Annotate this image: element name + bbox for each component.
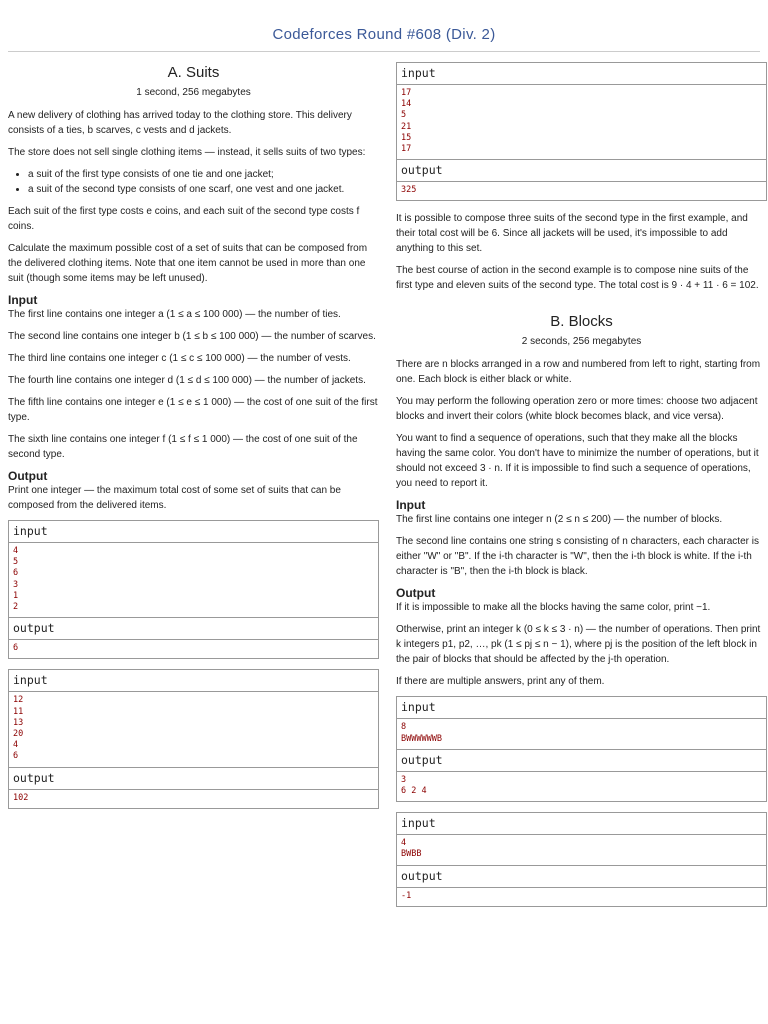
sample-output-data[interactable] (397, 888, 766, 906)
sample-input-data[interactable] (397, 85, 766, 159)
sample-line: BWWWWWWB (401, 733, 442, 744)
problem-a-suits-lead: The store does not sell single clothing items — instead, it sells suits of two types: (8, 147, 366, 158)
sample-output-data[interactable] (397, 182, 766, 200)
problem-b-input-heading: Input (396, 498, 426, 513)
sample-line: 17 (401, 144, 412, 155)
sample-line: 1 (13, 590, 19, 601)
sample-test-1 (8, 520, 379, 659)
problem-b-intro: There are n blocks arranged in a row and numbered from left to right, starting from one. Each block is either black or white. (396, 359, 761, 386)
sample-line: 2 (13, 602, 19, 613)
problem-a-note-1: It is possible to compose three suits of the second type in the first example, and their total cost will be 6. Since all jackets will be used, it's impossible to add anything to this set. (396, 213, 748, 255)
sample-line: -1 (401, 890, 412, 901)
sample-test-b1 (396, 696, 767, 802)
problem-b-title: B. Blocks (550, 313, 613, 331)
input-line: The fourth line contains one integer d (1 ≤ d ≤ 100 000) — the number of jackets. (8, 375, 366, 386)
problem-b-limits: 2 seconds, 256 megabytes (521, 336, 642, 348)
sample-output-label: output (9, 767, 378, 790)
sample-line: 21 (401, 121, 412, 132)
sample-output-label: output (397, 749, 766, 772)
sample-line: 12 (13, 695, 24, 706)
contest-title: Codeforces Round #608 (Div. 2) (272, 26, 496, 43)
problem-a-limits: 1 second, 256 megabytes (136, 87, 251, 98)
sample-line: 102 (13, 792, 29, 803)
sample-test-b2 (396, 812, 767, 907)
sample-test-3 (396, 62, 767, 201)
problem-a-task: Calculate the maximum possible cost of a set of suits that can be composed from the delivered clothing items. Note that one item cannot be used in more than one suit (though some items may be left unused). (8, 243, 368, 284)
sample-line: 3 (13, 579, 19, 590)
problem-a-output-heading: Output (8, 469, 48, 483)
sample-input-data[interactable] (9, 692, 378, 766)
input-line: The first line contains one integer n (2 ≤ n ≤ 200) — the number of blocks. (396, 514, 723, 526)
sample-line: 4 (13, 740, 19, 751)
input-line: The sixth line contains one integer f (1 ≤ f ≤ 1 000) — the cost of one suit of the second type. (8, 434, 358, 460)
output-line: Otherwise, print an integer k (0 ≤ k ≤ 3 · n) — the number of operations. Then print k integers p1, p2, …, pk (1 ≤ pj ≤ n − 1), where pj is the position of the left block in the pair of blocks that should be affected by the j-th operation. (396, 624, 761, 666)
sample-output-label: output (9, 617, 378, 640)
problem-a-title: A. Suits (167, 64, 220, 81)
sample-line: 13 (13, 717, 24, 728)
problem-a-column (8, 56, 379, 819)
sample-output-data[interactable] (9, 790, 378, 808)
suit-types-list (8, 167, 379, 197)
problem-a-costs: Each suit of the first type costs e coins, and each suit of the second type costs f coins. (8, 206, 360, 232)
problem-a-input-heading: Input (8, 293, 38, 307)
input-line: The second line contains one string s consisting of n characters, each character is either "W" or "B". If the i-th character is "W", then the i-th block is white. If the i-th character is "B", then the i-th block is black. (396, 536, 759, 578)
sample-line: 5 (13, 557, 19, 568)
sample-line: 4 (13, 546, 19, 556)
problem-b-goal: You want to find a sequence of operations, such that they make all the blocks having the same color. You don't have to minimize the number of operations, but it should not exceed 3 · n. If it is impossible to find such a sequence of operations, you need to report it. (396, 433, 759, 490)
input-line: The second line contains one integer b (1 ≤ b ≤ 100 000) — the number of scarves. (8, 331, 376, 342)
problem-b-operation: You may perform the following operation zero or more times: choose two adjacent blocks and invert their colors (white block becomes black, and vice versa). (396, 396, 758, 423)
input-line: The third line contains one integer c (1 ≤ c ≤ 100 000) — the number of vests. (8, 353, 351, 364)
sample-output-data[interactable] (9, 640, 378, 658)
sample-input-data[interactable] (397, 835, 766, 864)
sample-test-2 (8, 669, 379, 808)
list-item: • a suit of the second type consists of one scarf, one vest and one jacket. (28, 182, 379, 197)
sample-line: 14 (401, 99, 412, 110)
sample-line: 6 (13, 568, 19, 579)
sample-line: 20 (13, 729, 24, 740)
sample-line: 325 (401, 185, 417, 196)
sample-input-data[interactable] (9, 543, 378, 617)
sample-line: 4 (401, 838, 407, 849)
problem-a-note-2: The best course of action in the second example is to compose nine suits of the first type and eleven suits of the second type. The total cost is 9 · 4 + 11 · 6 = 102. (396, 265, 759, 292)
sample-line: BWBB (401, 849, 422, 860)
sample-input-data[interactable] (397, 719, 766, 748)
sample-line: 6 (13, 643, 19, 654)
sample-line: 11 (13, 706, 24, 717)
problem-a-intro: A new delivery of clothing has arrived today to the clothing store. This delivery consists of a ties, b scarves, c vests and d jackets. (8, 110, 352, 136)
sample-line: 6 (13, 751, 19, 762)
output-line: If it is impossible to make all the blocks having the same color, print −1. (396, 602, 711, 614)
sample-output-data[interactable] (397, 772, 766, 801)
sample-input-label: input (397, 813, 766, 835)
input-line: The fifth line contains one integer e (1 ≤ e ≤ 1 000) — the cost of one suit of the first type. (8, 397, 378, 423)
list-item: • a suit of the first type consists of one tie and one jacket; (28, 167, 379, 182)
problem-a-output-text: Print one integer — the maximum total cost of some set of suits that can be composed from the delivered items. (8, 485, 341, 511)
problem-b-output-heading: Output (396, 586, 436, 601)
sample-input-label: input (9, 521, 378, 543)
sample-line: 3 (401, 774, 407, 785)
sample-line: 5 (401, 110, 407, 121)
output-line: If there are multiple answers, print any of them. (396, 676, 605, 688)
sample-input-label: input (9, 670, 378, 692)
sample-output-label: output (397, 865, 766, 888)
sample-line: 6 2 4 (401, 786, 427, 797)
sample-line: 8 (401, 722, 407, 733)
title-divider (8, 51, 760, 52)
sample-line: 17 (401, 88, 412, 98)
sample-output-label: output (397, 159, 766, 182)
problem-b-column (396, 56, 767, 917)
sample-input-label: input (397, 697, 766, 719)
sample-input-label: input (397, 63, 766, 85)
input-line: The first line contains one integer a (1 ≤ a ≤ 100 000) — the number of ties. (8, 309, 341, 320)
sample-line: 15 (401, 132, 412, 143)
